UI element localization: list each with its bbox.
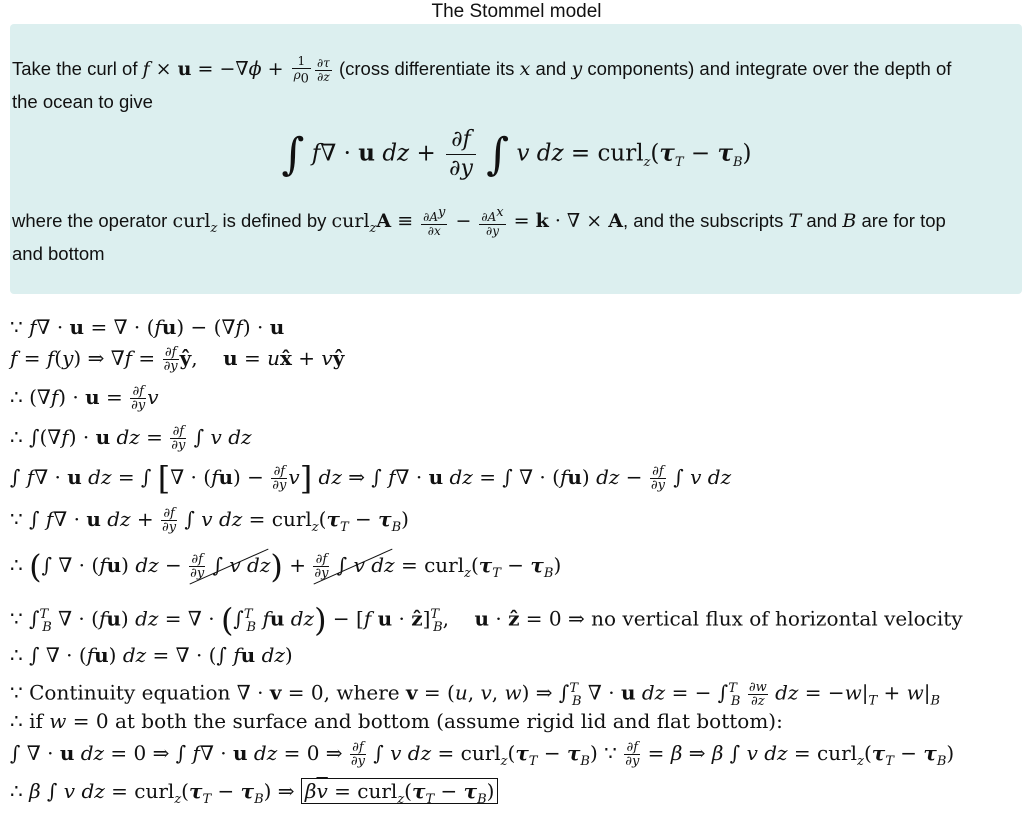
math-B: B bbox=[842, 210, 857, 232]
math-x: x bbox=[519, 58, 531, 81]
where-text: , where bbox=[323, 680, 400, 705]
eq-line-7: ∴ (∫ ∇ · (fu) dz − $\frac{\partial f}{\partial y}$ ∫ v dz) + $\frac{\partial f}{\partial y}$ ∫ v dz = $curl_z(\tau_T - \tau_B)$ bbox=[10, 547, 562, 586]
box-text-cross-diff: (cross differentiate its bbox=[338, 58, 515, 80]
eq-line-9: ∴ ∫ ∇ · (fu) dz = ∇ · (∫ fu dz) bbox=[10, 643, 293, 667]
box-line-3 bbox=[12, 206, 946, 241]
eq-line-13: ∴ β ∫ v dz = $curl_z(\tau_T - \tau_B)$ ⇒ $\beta\overline{v}$ = $curl_z(\tau_T - \tau_B)$ bbox=[10, 778, 498, 813]
eq-line-11: ∴ if w = 0 at both the surface and bottom (assume rigid lid and flat bottom): bbox=[10, 709, 783, 733]
box-line-1 bbox=[12, 55, 951, 85]
if-text: if bbox=[29, 709, 43, 733]
box-text-subscripts: , and the subscripts bbox=[622, 210, 784, 231]
eq-line-6: ∵ ∫ f∇ · u dz + $\frac{\partial f}{\partial y}$ ∫ v dz = $curl_z(\tau_T - \tau_B)$ bbox=[10, 506, 409, 535]
continuity-text: Continuity equation bbox=[29, 680, 231, 705]
math-curl-def: curl$_z$A ≡ $\frac{\partial A^y}{\partial x}$ − $\frac{\partial A^x}{\partial y}$ = k · ∇ × A bbox=[331, 205, 623, 238]
eq-line-10: ∵ Continuity equation ∇ · v = 0, where v = (u, v, w) ⇒ ∫$^T_B$ ∇ · u dz = − ∫$^T_B$ $\frac{\partial w}{\partial z}$ dz = $-w|_T + w|_B$ bbox=[10, 679, 941, 709]
eq-line-1: ∵ f∇ · u = ∇ · (fu) − (∇f) · u bbox=[10, 315, 285, 339]
page-title: The Stommel model bbox=[431, 1, 602, 22]
math-f-cross-u: f × u = −∇ϕ + $\frac{1}{\rho_0}$ $\frac{\partial\tau}{\partial z}$ bbox=[142, 54, 330, 87]
box-line-2 bbox=[12, 90, 153, 114]
eq-line-4: ∴ ∫(∇f) · u dz = $\frac{\partial f}{\partial y}$ ∫ v dz bbox=[10, 424, 252, 453]
display-equation: ∫ f∇ · u dz + $\frac{\partial f}{\partial y}$ ∫ v dz = $curl_z(\tau_T - \tau_B)$ bbox=[281, 127, 752, 181]
math-curlz: curl$_z$ bbox=[172, 210, 218, 236]
eq-line-12: ∫ ∇ · u dz = 0 ⇒ ∫ f∇ · u dz = 0 ⇒ $\frac{\partial f}{\partial y}$ ∫ v dz = $curl_z(\tau_T - \tau_B)$ ∵ $\frac{\partial f}{\partial y}$ = β ⇒ β ∫ v dz = $curl_z(\tau_T - \tau_B)$ bbox=[10, 740, 955, 769]
box-text-bottom: and bottom bbox=[12, 243, 105, 264]
rigid-lid-text: at both the surface and bottom (assume rigid lid and flat bottom): bbox=[114, 709, 783, 733]
box-text-and2: and bbox=[806, 210, 838, 231]
no-vertical-flux-text: no vertical flux of horizontal velocity bbox=[591, 606, 963, 631]
box-text-components: components) and integrate over the depth of bbox=[587, 58, 952, 80]
eq-line-5: ∫ f∇ · u dz = ∫ [∇ · (fu) − $\frac{\partial f}{\partial y}$ v] dz ⇒ ∫ f∇ · u dz = ∫ ∇ · (fu) dz − $\frac{\partial f}{\partial y}$ ∫ v dz bbox=[10, 459, 732, 498]
box-text-ocean: the ocean to give bbox=[12, 91, 153, 112]
box-text-where: where the operator bbox=[12, 210, 168, 231]
math-T: T bbox=[788, 210, 802, 232]
eq-line-3: ∴ (∇f) · u = $\frac{\partial f}{\partial y}$ v bbox=[10, 384, 159, 413]
eq-line-8: ∵ ∫$^T_B$ ∇ · (fu) dz = ∇ · (∫$^T_B$ fu dz) − [f u · ẑ]$^T_B$, u · ẑ = 0 ⇒ no vertical flux of horizontal velocity bbox=[10, 601, 963, 640]
math-y: y bbox=[571, 58, 583, 81]
box-text-and: and bbox=[535, 58, 567, 80]
box-text-take-curl: Take the curl of bbox=[12, 58, 138, 80]
box-text-top: are for top bbox=[861, 210, 946, 231]
eq-line-2: f = f(y) ⇒ ∇f = $\frac{\partial f}{\partial y}$ ŷ, u = ux̂ + vŷ bbox=[10, 345, 345, 374]
final-result-box: $\beta\overline{v}$ = $curl_z(\tau_T - \tau_B)$ bbox=[301, 778, 499, 804]
box-line-4 bbox=[12, 242, 105, 266]
box-text-defined: is defined by bbox=[222, 210, 327, 231]
